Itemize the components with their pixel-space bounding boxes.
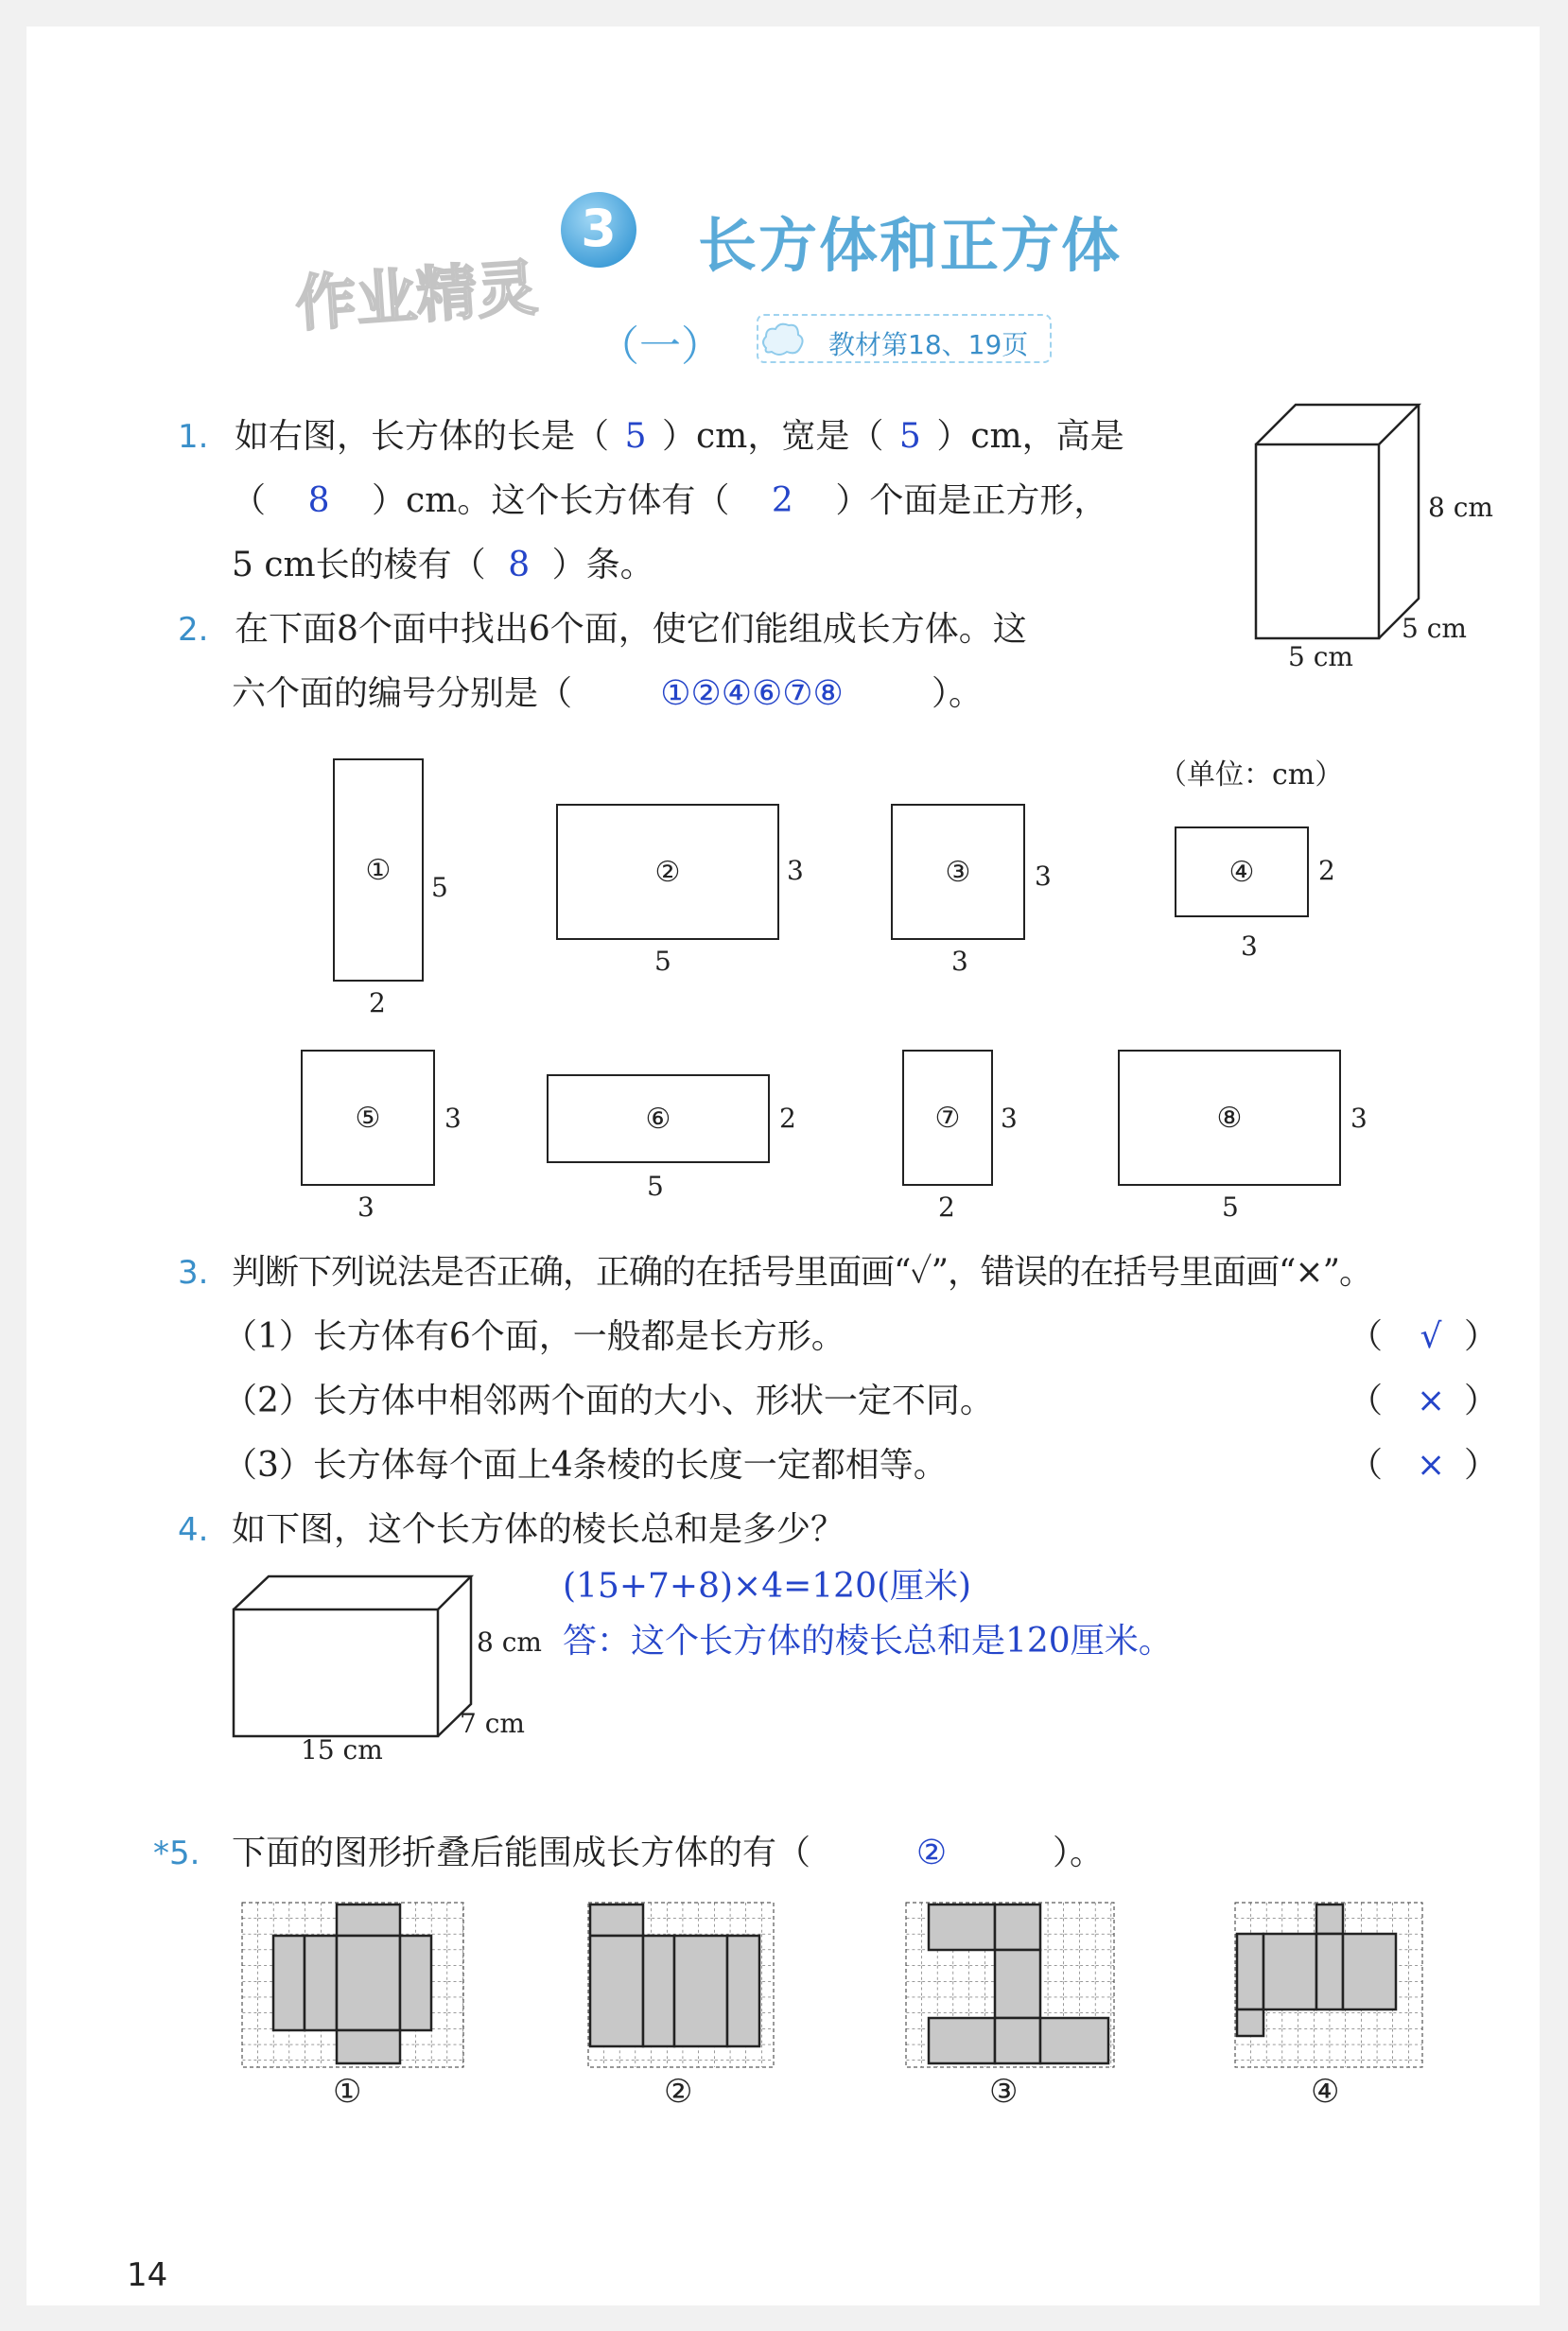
- net-3-label: ③: [989, 2073, 1019, 2111]
- face-6-side: 2: [779, 1103, 796, 1134]
- q2-line1: 在下面8个面中找出6个面，使它们能组成长方体。这: [235, 610, 1027, 649]
- q1-line3: 5 cm长的棱有（ 8 ）条。: [232, 546, 654, 584]
- q3-item-1-close: ）: [1464, 1317, 1499, 1356]
- q3-prompt: 判断下列说法是否正确，正确的在括号里面画“✓”，错误的在括号里面画“×”。: [232, 1253, 1373, 1292]
- face-2-bottom: 5: [654, 946, 671, 977]
- net-1: [242, 1903, 463, 2067]
- unit-title: 长方体和正方体: [698, 211, 1123, 280]
- face-1: ①: [333, 758, 424, 982]
- q2-answer: ①②④⑥⑦⑧: [660, 674, 844, 713]
- net-4-label: ④: [1311, 2073, 1340, 2111]
- textbook-reference: [757, 314, 1052, 363]
- q4-front-face: [234, 1609, 438, 1736]
- face-3-bottom: 3: [951, 946, 968, 977]
- q4-cuboid-figure: [231, 1574, 477, 1744]
- face-2-side: 3: [787, 855, 804, 886]
- face-8-bottom: 5: [1222, 1192, 1239, 1223]
- q3-item-3-close: ）: [1464, 1446, 1499, 1485]
- q3-item-2: （2）长方体中相邻两个面的大小、形状一定不同。: [223, 1382, 994, 1420]
- face-1-side: 5: [431, 872, 448, 903]
- face-8: ⑧: [1118, 1050, 1341, 1186]
- q1-number: 1.: [178, 418, 209, 456]
- net-2: [588, 1903, 774, 2067]
- reference-text: 教材第18、19页: [828, 329, 1029, 360]
- face-6-bottom: 5: [647, 1171, 664, 1202]
- q1-answer-width: 5: [898, 417, 921, 456]
- q4-height-label: 8 cm: [477, 1626, 542, 1658]
- q2-number: 2.: [178, 611, 209, 649]
- q5-line: 下面的图形折叠后能围成长方体的有（ ② ）。: [232, 1834, 1105, 1872]
- q3-item-1-answer: √: [1420, 1317, 1442, 1356]
- face-4: ④: [1175, 826, 1309, 917]
- q1-cuboid-figure: [1248, 397, 1437, 643]
- face-4-bottom: 3: [1241, 931, 1258, 962]
- face-2: ②: [556, 804, 779, 940]
- q1-answer-length: 5: [624, 417, 647, 456]
- q1-top-face: [1256, 405, 1419, 444]
- section-label: （一）: [598, 322, 723, 371]
- q3-item-1: （1）长方体有6个面，一般都是长方形。: [223, 1317, 845, 1356]
- face-1-bottom: 2: [369, 987, 386, 1018]
- q5-answer: ②: [915, 1834, 948, 1872]
- unit-number: 3: [581, 199, 617, 258]
- q4-length-label: 15 cm: [301, 1734, 383, 1766]
- face-5-bottom: 3: [357, 1192, 375, 1223]
- unit-badge: [558, 189, 639, 270]
- net-1-label: ①: [333, 2073, 362, 2111]
- q1-width-label: 5 cm: [1402, 613, 1467, 644]
- q1-answer-height: 8: [307, 481, 330, 520]
- q2-unit-note: （单位：cm）: [1159, 758, 1344, 791]
- q5-number: *5.: [153, 1835, 200, 1872]
- q3-item-3-answer: ×: [1417, 1446, 1446, 1485]
- q1-answer-edges: 8: [508, 546, 531, 584]
- q3-number: 3.: [178, 1254, 209, 1292]
- face-8-side: 3: [1350, 1103, 1368, 1134]
- q1-line1: 如右图，长方体的长是（ 5 ）cm，宽是（ 5 ）cm，高是: [235, 417, 1124, 456]
- face-5-side: 3: [444, 1103, 462, 1134]
- face-6: ⑥: [547, 1074, 770, 1163]
- cloud-icon: [758, 318, 806, 361]
- face-7-bottom: 2: [938, 1192, 955, 1223]
- face-7: ⑦: [902, 1050, 993, 1186]
- q3-item-3: （3）长方体每个面上4条棱的长度一定都相等。: [223, 1446, 948, 1485]
- q1-answer-squares: 2: [771, 481, 793, 520]
- q4-width-label: 7 cm: [460, 1708, 525, 1739]
- page-number: 14: [127, 2256, 168, 2294]
- face-4-side: 2: [1318, 855, 1335, 886]
- q3-item-2-answer: ×: [1417, 1382, 1446, 1420]
- net-4: [1235, 1903, 1422, 2067]
- q4-top-face: [234, 1576, 471, 1609]
- q3-item-2-close: ）: [1464, 1382, 1499, 1420]
- q4-number: 4.: [178, 1511, 209, 1549]
- q1-line2: （ 8 ）cm。这个长方体有（ 2 ）个面是正方形，: [232, 481, 1108, 520]
- q4-formula: (15+7+8)×4=120(厘米): [563, 1567, 972, 1606]
- net-3: [906, 1903, 1114, 2067]
- q1-length-label: 5 cm: [1288, 641, 1353, 672]
- q4-prompt: 如下图，这个长方体的棱长总和是多少？: [232, 1510, 845, 1549]
- face-3-side: 3: [1035, 861, 1052, 892]
- face-5: ⑤: [301, 1050, 435, 1186]
- q3-item-3-open: （: [1349, 1446, 1384, 1485]
- watermark: 作业精灵: [293, 253, 540, 340]
- q4-answer: 答：这个长方体的棱长总和是120厘米。: [563, 1622, 1173, 1661]
- q2-line2: 六个面的编号分别是（ ①②④⑥⑦⑧ ）。: [232, 674, 984, 713]
- q1-height-label: 8 cm: [1428, 492, 1493, 523]
- face-3: ③: [891, 804, 1025, 940]
- q3-item-1-open: （: [1349, 1317, 1384, 1356]
- net-2-label: ②: [664, 2073, 693, 2111]
- face-7-side: 3: [1001, 1103, 1018, 1134]
- q1-front-face: [1256, 444, 1379, 638]
- q3-item-2-open: （: [1349, 1382, 1384, 1420]
